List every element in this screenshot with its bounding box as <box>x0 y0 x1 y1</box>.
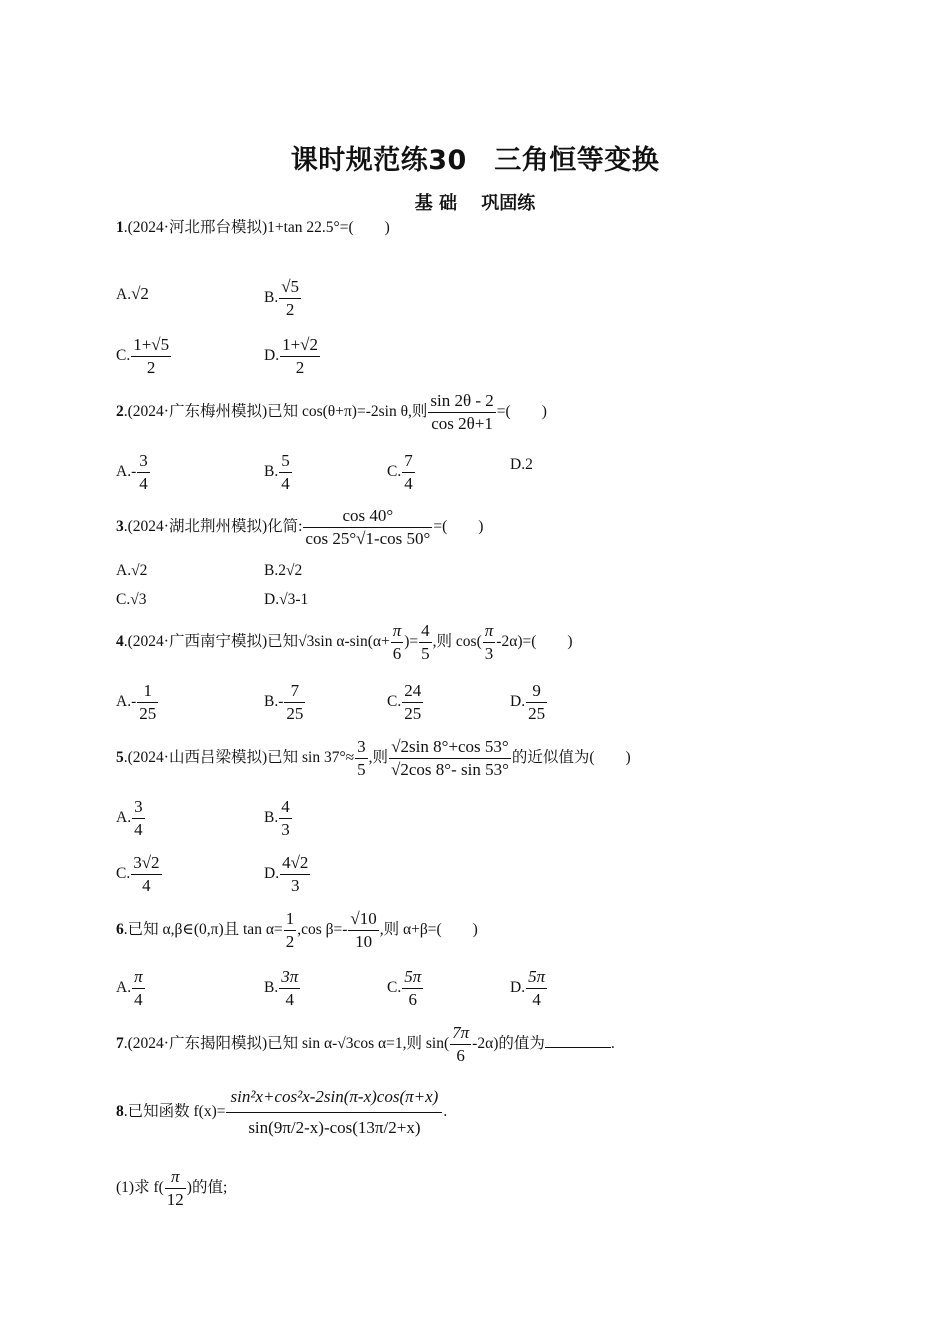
option-label: C. <box>116 865 131 883</box>
q6-option-d <box>510 966 548 1011</box>
question-4 <box>116 620 573 665</box>
q2-option-c <box>387 450 416 495</box>
fraction: $\frac{\pi}{12}$ <box>166 1167 184 1209</box>
question-8-part-1 <box>116 1166 227 1211</box>
question-text-end: -2α)=( ) <box>496 633 573 651</box>
question-text-end: ,则 α+β=( ) <box>379 921 478 939</box>
fraction: $\frac{9}{25}$ <box>528 681 546 723</box>
q3-option-a <box>116 561 147 581</box>
fraction: $\frac{\cos 40^\circ}{\cos 25^\circ√1-\cos 50^\circ}$ <box>305 506 431 548</box>
option-label: B. <box>264 463 279 481</box>
question-text-end: . <box>610 1035 615 1053</box>
option-label: C. <box>387 463 402 481</box>
option-label: D.2 <box>510 456 533 473</box>
question-5 <box>116 736 631 781</box>
option-label: B. <box>264 809 279 827</box>
option-label: D. <box>510 979 526 997</box>
question-text: .(2024·山西吕梁模拟)已知 sin 37°≈ <box>123 749 355 767</box>
q6-option-c <box>387 966 424 1011</box>
fraction: $\frac{4}{3}$ <box>281 797 290 839</box>
question-text: .(2024·广东梅州模拟)已知 cos(θ+π)=-2sin θ,则 <box>123 403 428 421</box>
fraction: $\frac{3\pi}{4}$ <box>281 967 299 1009</box>
q6-option-b <box>264 966 301 1011</box>
question-text: ,cos β=- <box>297 921 348 939</box>
option-label: A. <box>116 286 132 303</box>
option-label: C. <box>387 979 402 997</box>
fraction: $\frac{5\pi}{6}$ <box>404 967 422 1009</box>
fraction: $\frac{3}{4}$ <box>139 451 148 493</box>
q3-option-d <box>264 590 308 610</box>
option-label: A. <box>116 979 132 997</box>
question-1 <box>116 218 390 238</box>
question-number: 4 <box>116 633 124 651</box>
fraction: $\frac{7\pi}{6}$ <box>452 1023 470 1065</box>
fraction: $\frac{√10}{10}$ <box>350 909 377 951</box>
q4-option-b <box>264 680 306 725</box>
question-7 <box>116 1022 615 1067</box>
question-text-end: =( ) <box>496 403 547 421</box>
q5-option-a <box>116 796 146 841</box>
question-number: 6 <box>116 921 124 939</box>
question-number: 3 <box>116 518 124 536</box>
option-label: C. <box>116 347 131 365</box>
option-text: D.√3-1 <box>264 591 309 608</box>
question-text: .已知函数 f(x)= <box>123 1103 226 1121</box>
page-title: 课时规范练30 三角恒等变换 <box>290 145 660 176</box>
fraction: $\frac{7}{4}$ <box>404 451 413 493</box>
fraction: $\frac{1}{25}$ <box>139 681 157 723</box>
option-label: C. <box>387 693 402 711</box>
question-text: (1)求 f( <box>116 1179 164 1197</box>
fraction: $\frac{3}{5}$ <box>357 737 366 779</box>
fraction: $\frac{5}{4}$ <box>281 451 290 493</box>
q4-option-d <box>510 680 548 725</box>
q5-option-d <box>264 852 311 897</box>
fraction: $\frac{4√2}{3}$ <box>282 853 309 895</box>
question-text: )= <box>404 633 419 651</box>
q2-option-d <box>510 455 533 475</box>
q6-option-a <box>116 966 146 1011</box>
fraction: $\frac{3}{4}$ <box>134 797 143 839</box>
q2-option-a <box>116 450 151 495</box>
question-text: .(2024·广西南宁模拟)已知√3sin α-sin(α+ <box>123 633 390 651</box>
fraction: $\frac{5\pi}{4}$ <box>528 967 546 1009</box>
fraction: $\frac{1+√5}{2}$ <box>133 335 170 377</box>
fraction: $\frac{1+√2}{2}$ <box>282 335 318 377</box>
question-number: 5 <box>116 749 124 767</box>
q2-option-b <box>264 450 293 495</box>
question-text: .(2024·广东揭阳模拟)已知 sin α-√3cos α=1,则 sin( <box>123 1035 450 1053</box>
q5-option-b <box>264 796 293 841</box>
option-label: B.- <box>264 693 284 711</box>
q5-option-c <box>116 852 163 897</box>
question-text-end: )的值; <box>186 1179 228 1197</box>
option-label: D. <box>510 693 526 711</box>
fraction: $\frac{24}{25}$ <box>404 681 422 723</box>
question-2 <box>116 390 547 435</box>
question-number: 8 <box>116 1103 124 1121</box>
q1-option-b <box>264 276 302 321</box>
fraction: $\frac{√5}{2}$ <box>281 277 300 319</box>
option-text: C.√3 <box>116 591 147 608</box>
option-text: B.2√2 <box>264 562 303 579</box>
question-text: ,则 <box>368 749 389 767</box>
fraction: $\frac{\pi}{4}$ <box>134 967 143 1009</box>
q3-option-b <box>264 561 302 581</box>
fraction: $\frac{3√2}{4}$ <box>133 853 160 895</box>
section-subtitle: 基 础 巩固练 <box>414 193 536 214</box>
fraction: $\frac{\text{sin²x+cos²x-2sin(π-x)cos(π+x)}}{\sin(9\pi/2-x)-\cos(13\pi/2+x)}$ <box>226 1084 442 1141</box>
q3-option-c <box>116 590 146 610</box>
fraction: $\frac{7}{25}$ <box>286 681 304 723</box>
question-text: -2α)的值为 <box>472 1035 545 1053</box>
question-number: 7 <box>116 1035 124 1053</box>
q4-option-c <box>387 680 424 725</box>
question-text: .(2024·湖北荆州模拟)化简: <box>123 518 303 536</box>
option-label: A.- <box>116 463 137 481</box>
question-text: .(2024·河北邢台模拟)1+tan 22.5°=( ) <box>123 219 390 236</box>
option-label: B. <box>264 289 279 307</box>
question-text-end: 的近似值为( ) <box>511 749 631 767</box>
option-label: D. <box>264 865 280 883</box>
option-label: B. <box>264 979 279 997</box>
q4-option-a <box>116 680 159 725</box>
q1-option-d <box>264 334 321 379</box>
question-8 <box>116 1084 447 1141</box>
fraction: $\frac{\pi}{6}$ <box>392 621 402 663</box>
question-text-end: =( ) <box>433 518 484 536</box>
fraction: $\frac{\sin 2\theta - 2}{\cos 2\theta+1}$ <box>430 391 494 433</box>
question-text: ,则 cos( <box>432 633 482 651</box>
question-number: 2 <box>116 403 124 421</box>
fraction: $\frac{\pi}{3}$ <box>484 621 494 663</box>
fraction: $\frac{1}{2}$ <box>285 909 295 951</box>
question-text-end: . <box>443 1103 448 1121</box>
q1-option-a <box>116 284 149 305</box>
option-label: D. <box>264 347 280 365</box>
answer-blank[interactable] <box>545 1033 611 1048</box>
q1-option-c <box>116 334 172 379</box>
fraction: $\frac{4}{5}$ <box>421 621 430 663</box>
fraction: $\frac{√2\sin 8^\circ+\cos 53^\circ}{√2\cos 8^\circ- \sin 53^\circ}$ <box>391 737 509 779</box>
option-label: A.- <box>116 693 137 711</box>
option-value: √2 <box>131 284 149 303</box>
question-text: .已知 α,β∈(0,π)且 tan α= <box>123 921 283 939</box>
question-3 <box>116 505 483 550</box>
question-6 <box>116 908 478 953</box>
option-text: A.√2 <box>116 562 148 579</box>
option-label: A. <box>116 809 132 827</box>
question-number: 1 <box>116 219 124 236</box>
